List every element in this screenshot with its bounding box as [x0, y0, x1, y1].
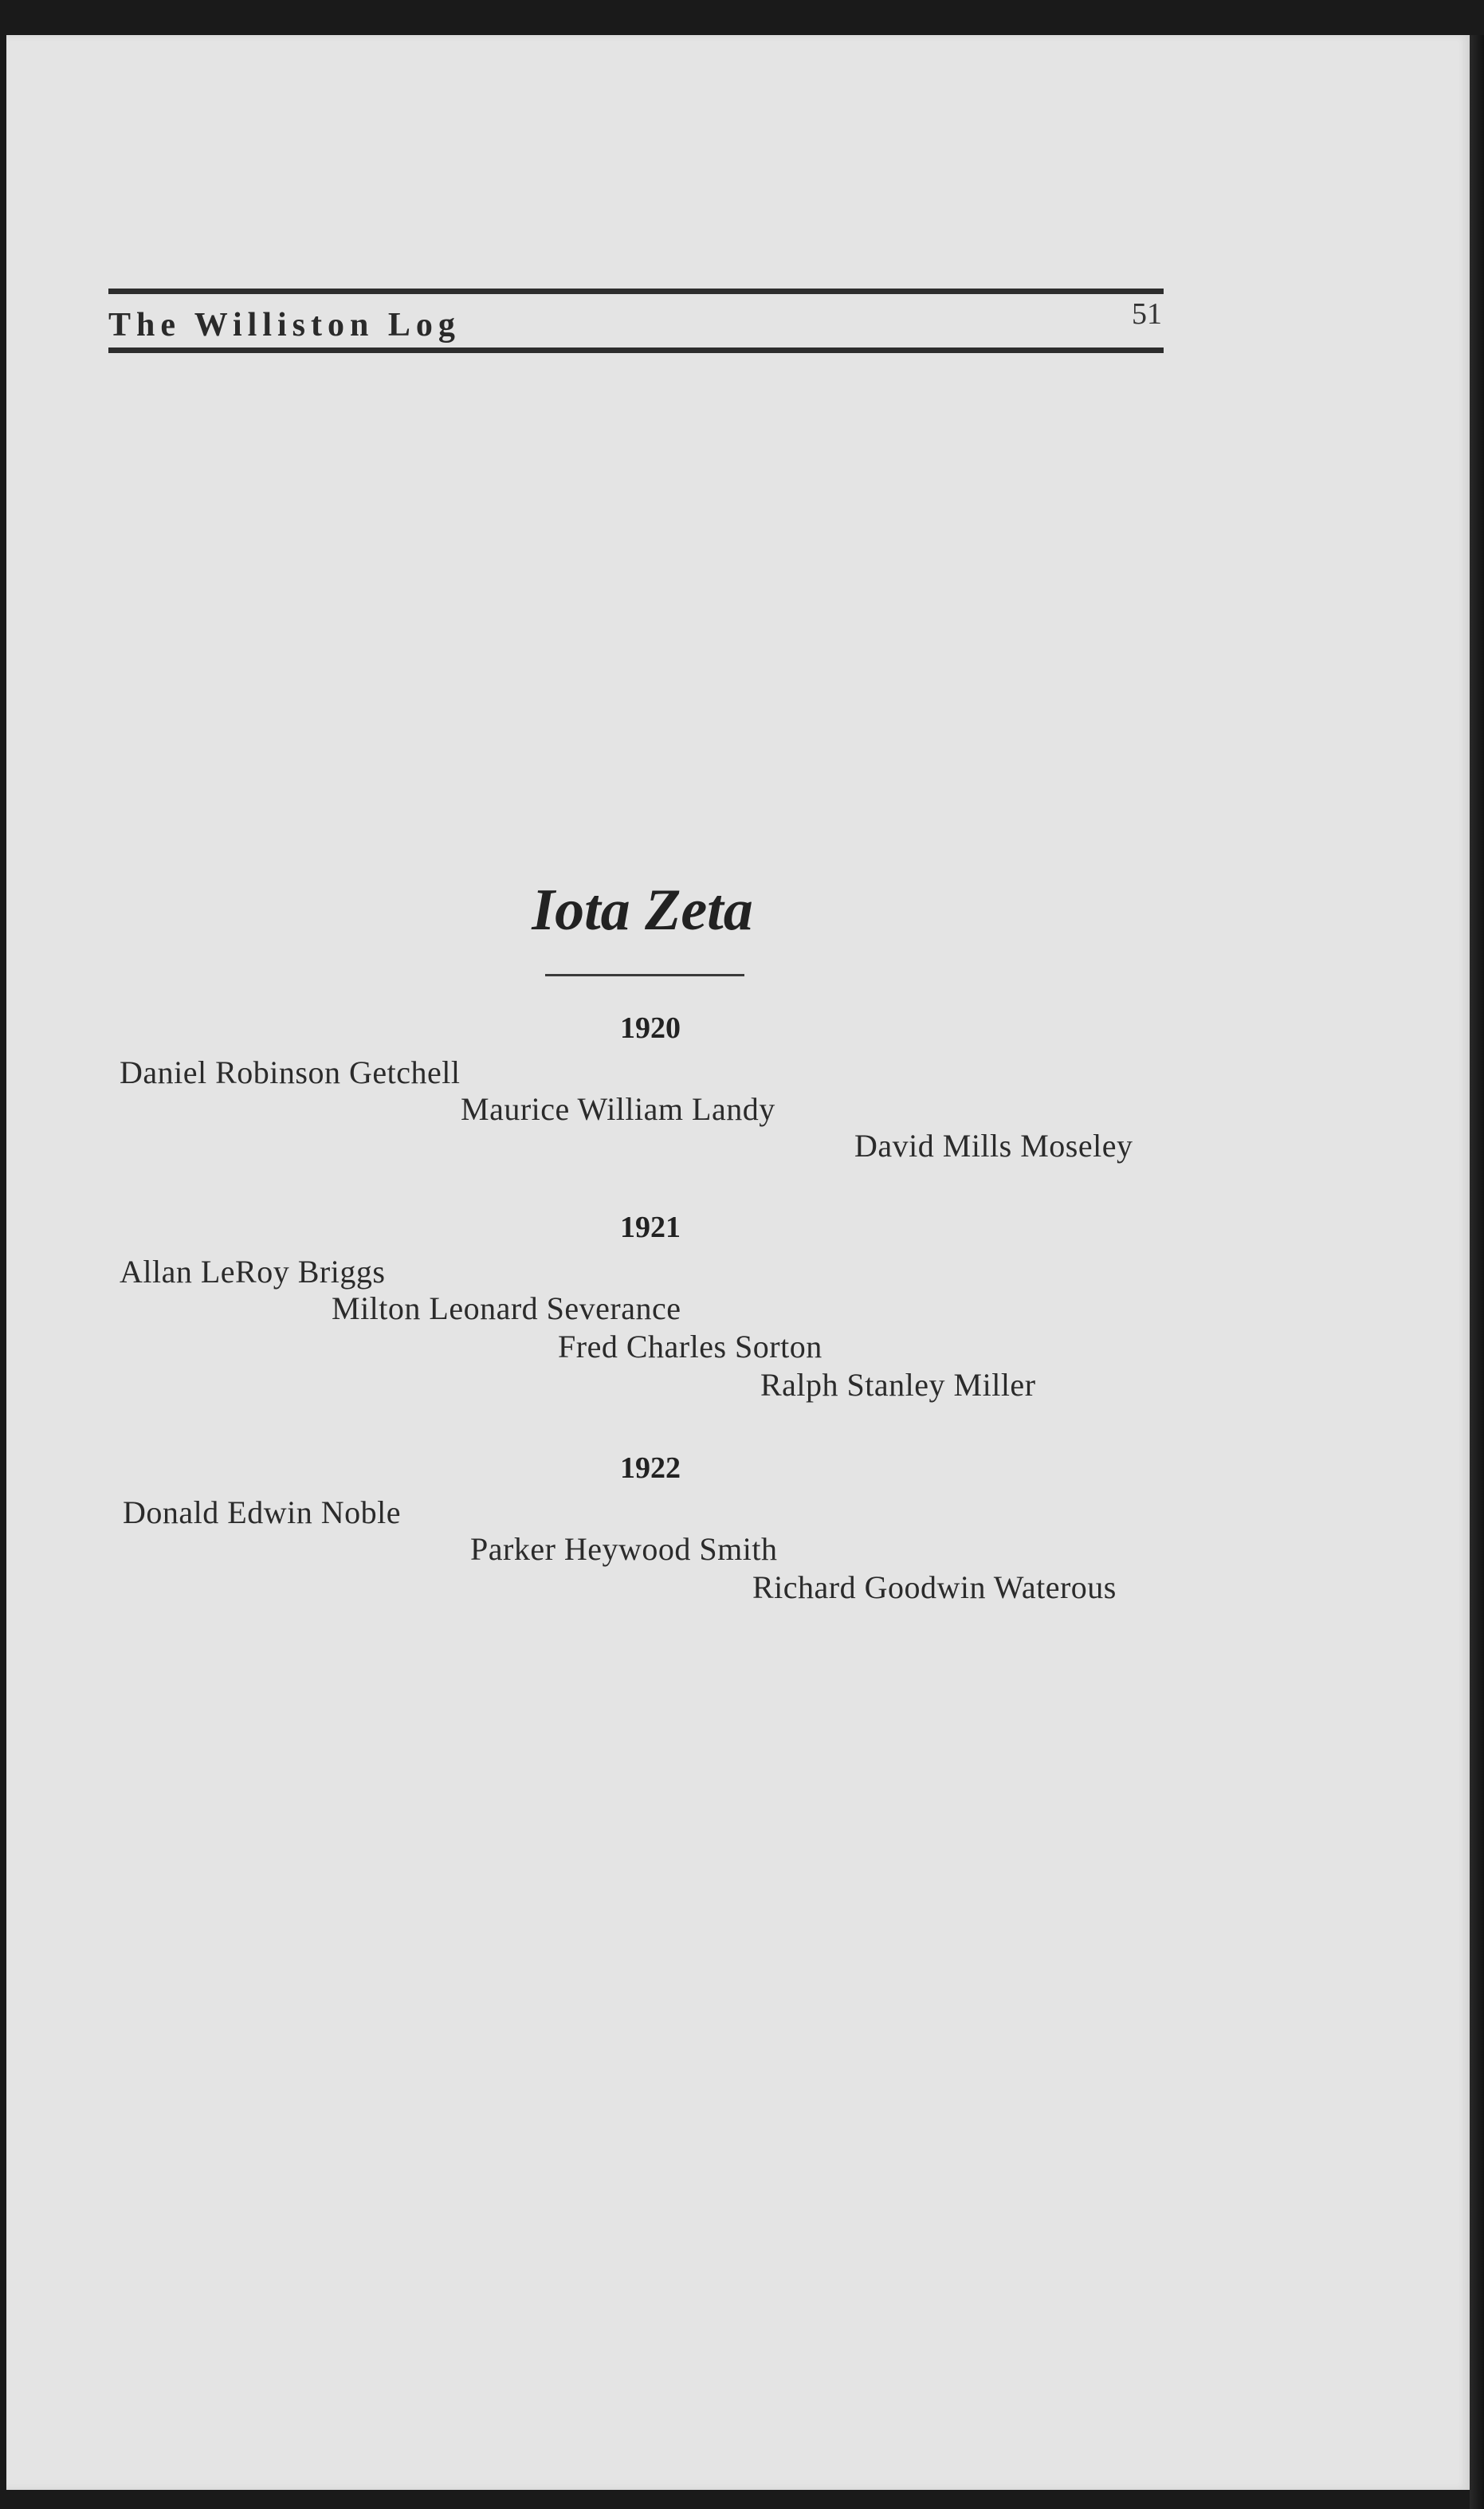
header-rule-bottom [108, 347, 1164, 353]
member-name: Donald Edwin Noble [123, 1494, 401, 1530]
class-year-1920: 1920 [620, 1011, 681, 1045]
member-name: Parker Heywood Smith [470, 1531, 778, 1567]
member-name: David Mills Moseley [854, 1128, 1133, 1164]
member-name: Maurice William Landy [461, 1091, 775, 1127]
member-name: Allan LeRoy Briggs [120, 1254, 386, 1290]
member-name: Richard Goodwin Waterous [752, 1569, 1117, 1605]
member-name: Milton Leonard Severance [332, 1290, 681, 1326]
scan-edge [1470, 35, 1484, 2509]
member-name: Ralph Stanley Miller [760, 1367, 1036, 1403]
section-title: Iota Zeta [532, 878, 753, 943]
title-rule [545, 974, 744, 976]
header-rule-top [108, 289, 1164, 294]
running-title: The Williston Log [108, 307, 461, 344]
member-name: Daniel Robinson Getchell [120, 1054, 461, 1090]
page-number: 51 [1132, 297, 1162, 331]
class-year-1922: 1922 [620, 1451, 681, 1485]
class-year-1921: 1921 [620, 1211, 681, 1244]
member-name: Fred Charles Sorton [558, 1329, 822, 1364]
